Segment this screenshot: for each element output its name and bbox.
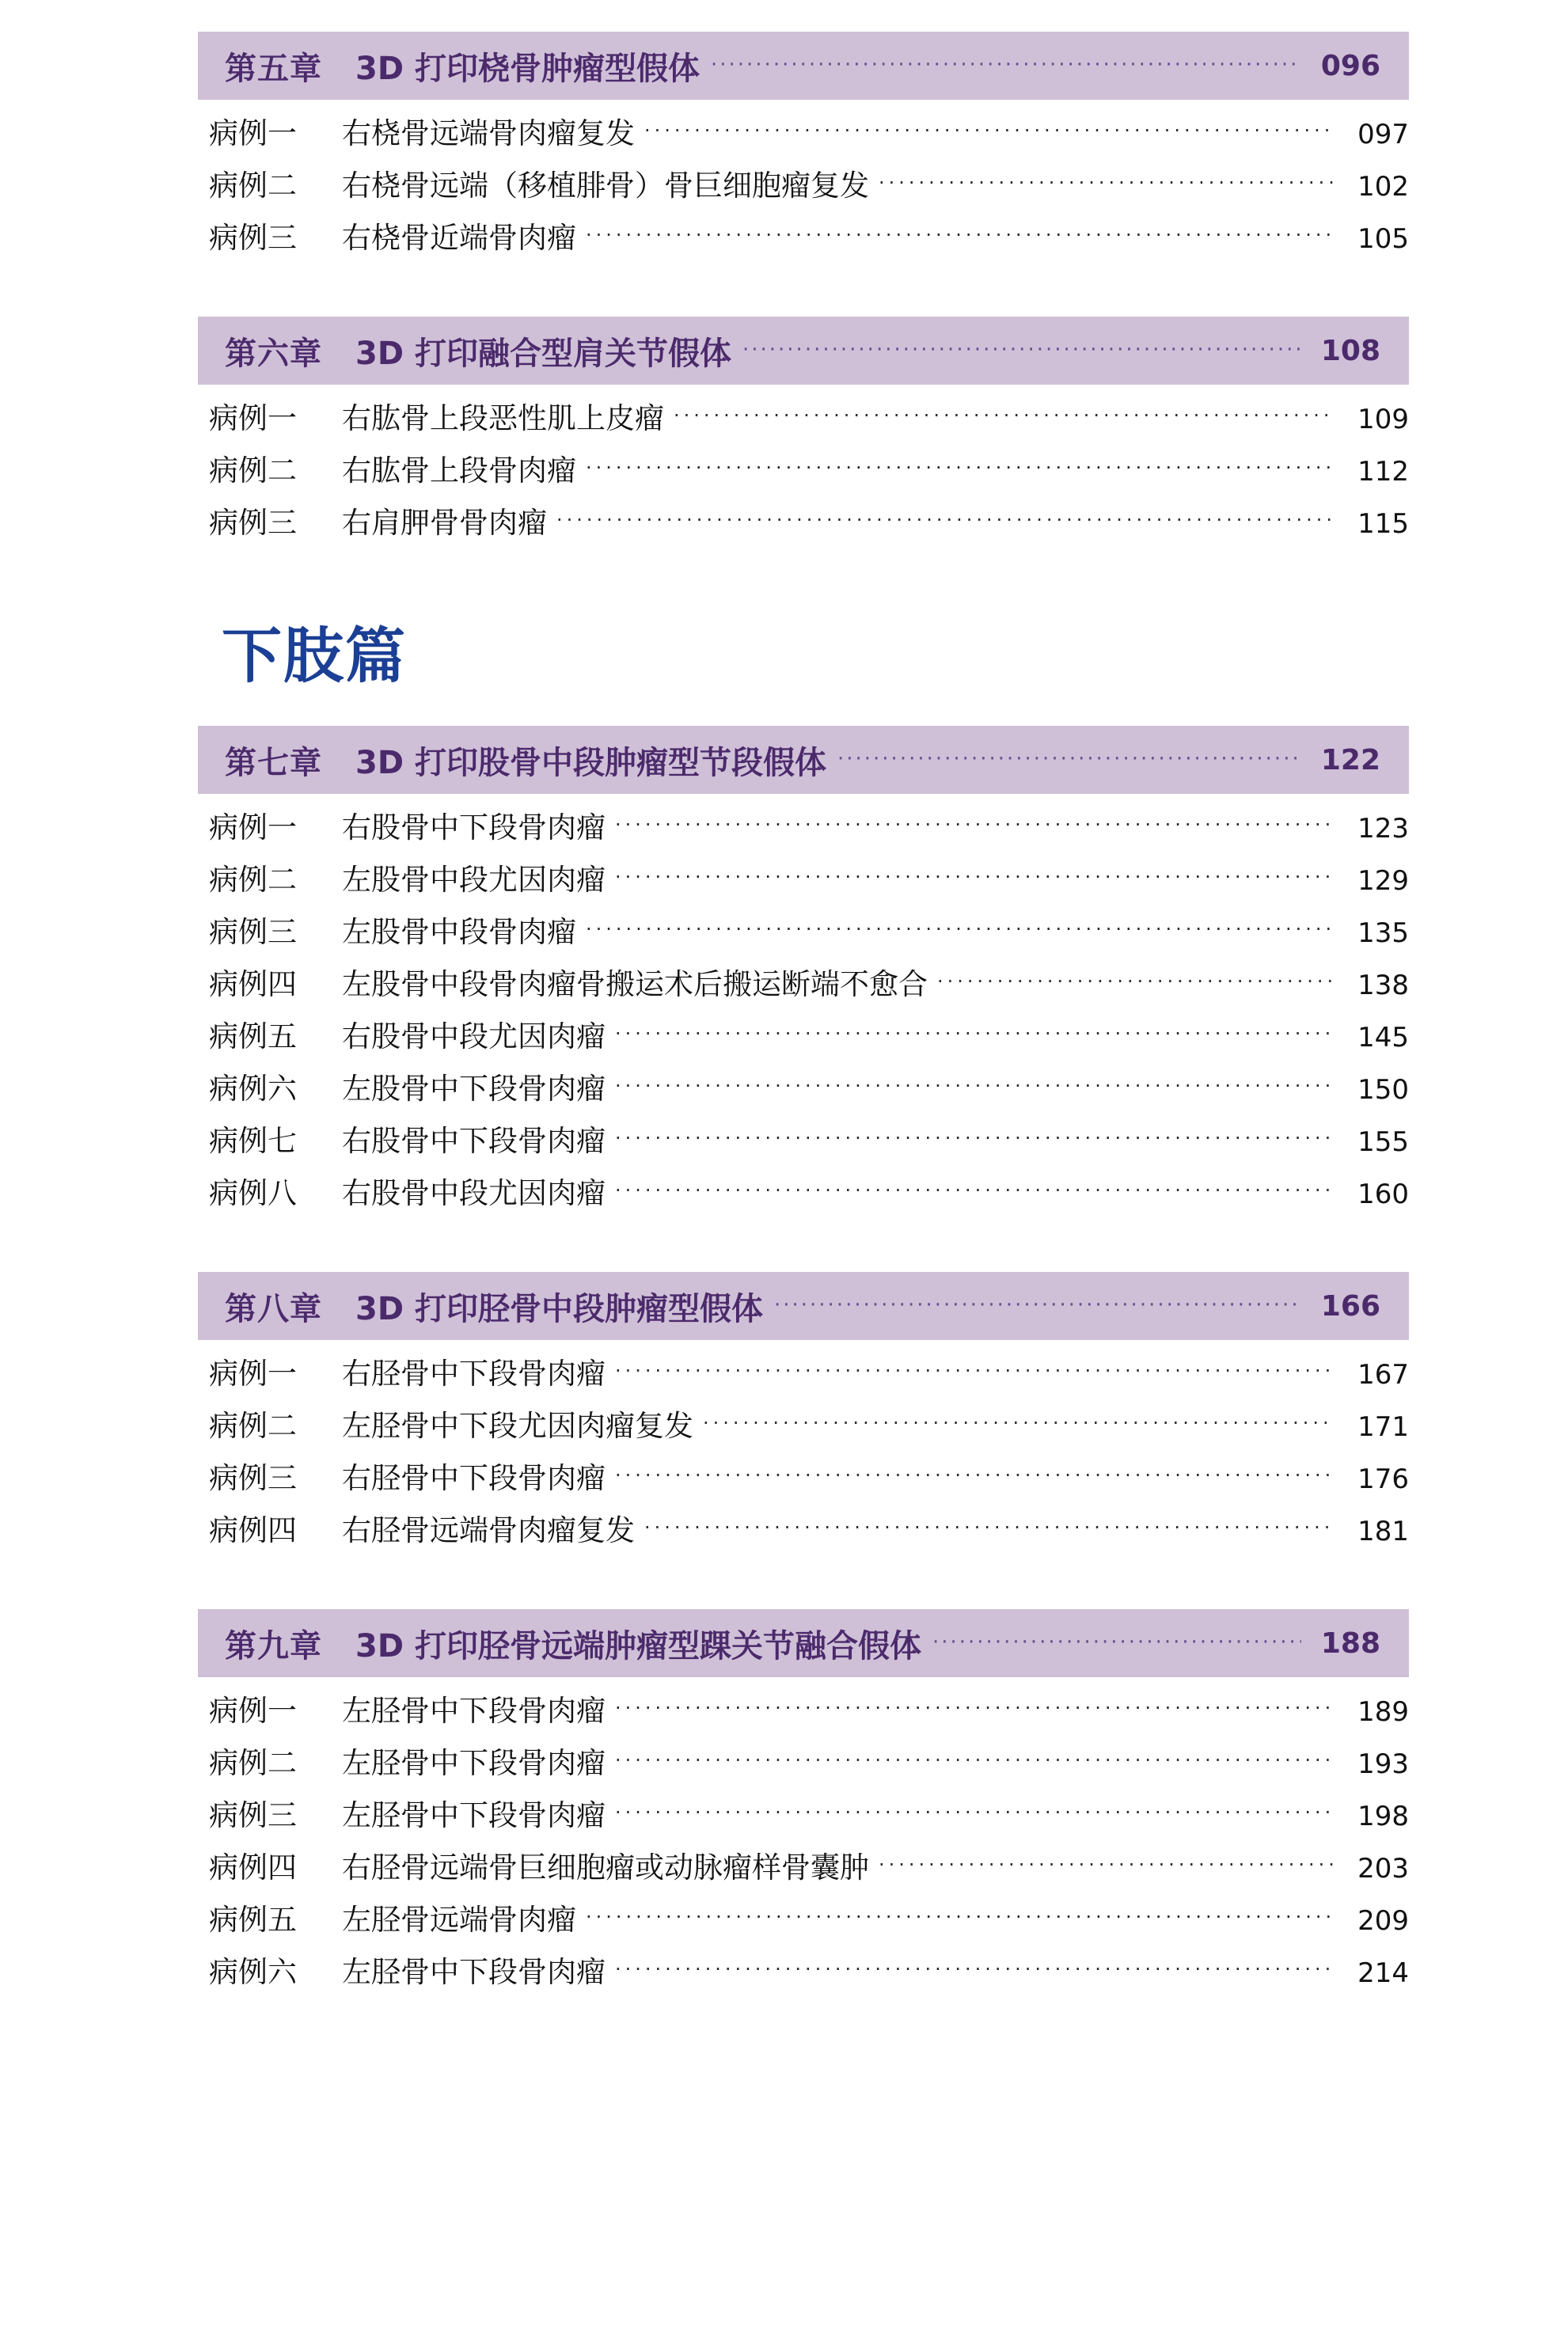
leader-dots [615,1181,1335,1203]
case-number: 病例四 [209,1852,297,1885]
case-title: 右肩胛骨骨肉瘤 [342,507,547,540]
list-item[interactable] [209,161,1409,214]
case-page-number: 097 [1357,119,1409,150]
chapter-title: 3D 打印股骨中段肿瘤型节段假体 [355,744,826,781]
case-number: 病例一 [209,1695,297,1728]
chapter-label: 第六章 [225,335,322,372]
case-title: 左胫骨中下段骨肉瘤 [342,1695,606,1728]
case-page-number: 167 [1357,1359,1409,1391]
case-page-number: 189 [1357,1696,1409,1728]
case-page-number: 145 [1357,1022,1409,1053]
list-item[interactable] [209,1454,1409,1506]
list-item[interactable] [209,1402,1409,1454]
list-item[interactable] [209,214,1409,266]
leader-dots [703,1414,1335,1436]
chapter-header-bar[interactable] [198,726,1409,794]
chapter-page-number: 188 [1320,1627,1380,1660]
case-number: 病例二 [209,1748,297,1780]
case-title: 右桡骨远端（移植腓骨）骨巨细胞瘤复发 [342,170,869,203]
case-title: 左股骨中下段骨肉瘤 [342,1073,606,1106]
list-item[interactable] [209,1791,1409,1843]
case-number: 病例二 [209,864,297,897]
case-list [198,394,1409,551]
list-item[interactable] [209,1948,1409,2000]
case-number: 病例五 [209,1904,297,1937]
chapter-header-bar[interactable] [198,1272,1409,1340]
case-title: 左胫骨远端骨肉瘤 [342,1904,576,1937]
list-item[interactable] [209,803,1409,856]
case-title: 左股骨中段骨肉瘤骨搬运术后搬运断端不愈合 [342,969,928,1001]
list-item[interactable] [209,1843,1409,1896]
case-title: 右股骨中段尤因肉瘤 [342,1021,606,1053]
case-title: 右股骨中下段骨肉瘤 [342,812,606,845]
leader-dots [615,1960,1335,1982]
case-number: 病例八 [209,1178,297,1210]
case-number: 病例二 [209,170,297,203]
case-title: 右胫骨中下段骨肉瘤 [342,1463,606,1495]
case-list [198,1687,1409,2000]
leader-dots [774,1290,1301,1322]
case-number: 病例六 [209,1957,297,1989]
case-page-number: 115 [1357,508,1409,540]
case-page-number: 150 [1357,1074,1409,1106]
case-number: 病例七 [209,1126,297,1158]
list-item[interactable] [209,856,1409,908]
list-item[interactable] [209,1169,1409,1221]
case-title: 右股骨中下段骨肉瘤 [342,1126,606,1158]
case-page-number: 105 [1357,223,1409,255]
chapter-label: 第八章 [225,1290,322,1327]
case-list [198,109,1409,266]
list-item[interactable] [209,1896,1409,1948]
case-title: 右桡骨远端骨肉瘤复发 [342,118,635,150]
case-number: 病例五 [209,1021,297,1053]
case-page-number: 193 [1357,1748,1409,1780]
chapter-block [198,317,1409,551]
leader-dots [586,1908,1335,1930]
case-title: 左胫骨中下段尤因肉瘤复发 [342,1410,693,1443]
case-page-number: 109 [1357,404,1409,435]
leader-dots [644,1518,1335,1540]
case-page-number: 209 [1357,1905,1409,1937]
case-number: 病例二 [209,1410,297,1443]
list-item[interactable] [209,1117,1409,1169]
case-title: 右胫骨远端骨巨细胞瘤或动脉瘤样骨囊肿 [342,1852,869,1885]
chapter-page-number: 096 [1320,49,1380,82]
case-page-number: 135 [1357,917,1409,949]
list-item[interactable] [209,446,1409,499]
leader-dots [674,406,1335,428]
leader-dots [586,458,1335,480]
section-heading: 下肢篇 [222,621,407,691]
toc-content [198,32,1409,2000]
case-number: 病例三 [209,222,297,255]
chapter-label: 第五章 [225,50,322,87]
chapter-page-number: 122 [1320,743,1380,776]
case-number: 病例六 [209,1073,297,1106]
case-page-number: 181 [1357,1516,1409,1547]
case-title: 右胫骨远端骨肉瘤复发 [342,1515,635,1547]
list-item[interactable] [209,499,1409,551]
leader-dots [879,173,1335,195]
case-page-number: 102 [1357,171,1409,203]
case-title: 左胫骨中下段骨肉瘤 [342,1748,606,1780]
case-number: 病例四 [209,969,297,1001]
leader-dots [932,1627,1301,1659]
list-item[interactable] [209,1687,1409,1739]
case-page-number: 214 [1357,1957,1409,1989]
case-number: 病例四 [209,1515,297,1547]
leader-dots [615,1361,1335,1384]
chapter-title: 3D 打印胫骨远端肿瘤型踝关节融合假体 [355,1627,921,1665]
list-item[interactable] [209,908,1409,960]
case-number: 病例三 [209,917,297,949]
list-item[interactable] [209,1739,1409,1791]
chapter-title: 3D 打印桡骨肿瘤型假体 [355,50,700,87]
chapter-block [198,726,1409,1221]
list-item[interactable] [209,1350,1409,1402]
chapter-label: 第九章 [225,1627,322,1665]
case-number: 病例一 [209,1358,297,1391]
leader-dots [615,1024,1335,1046]
chapter-title: 3D 打印融合型肩关节假体 [355,335,731,372]
leader-dots [556,511,1335,533]
case-page-number: 171 [1357,1411,1409,1443]
chapter-header-bar[interactable] [198,32,1409,100]
leader-dots [615,1803,1335,1825]
leader-dots [615,815,1335,837]
leader-dots [615,1751,1335,1773]
case-title: 右肱骨上段骨肉瘤 [342,455,576,488]
case-list [198,1350,1409,1558]
case-number: 病例二 [209,455,297,488]
leader-dots [615,1466,1335,1488]
leader-dots [879,1855,1335,1877]
chapter-page-number: 108 [1320,334,1380,367]
leader-dots [615,1129,1335,1151]
leader-dots [711,50,1301,82]
spacer [198,266,1409,317]
case-number: 病例三 [209,1800,297,1832]
case-number: 病例三 [209,1463,297,1495]
case-page-number: 198 [1357,1801,1409,1832]
chapter-header-bar[interactable] [198,1609,1409,1677]
case-title: 右股骨中段尤因肉瘤 [342,1178,606,1210]
leader-dots [615,1076,1335,1099]
list-item[interactable] [209,1012,1409,1065]
case-page-number: 203 [1357,1853,1409,1885]
case-page-number: 123 [1357,813,1409,845]
leader-dots [937,972,1335,994]
case-page-number: 112 [1357,456,1409,488]
case-page-number: 160 [1357,1179,1409,1210]
case-title: 左胫骨中下段骨肉瘤 [342,1957,606,1989]
case-page-number: 129 [1357,865,1409,897]
case-title: 左股骨中段尤因肉瘤 [342,864,606,897]
chapter-header-bar[interactable] [198,317,1409,385]
chapter-block [198,1272,1409,1558]
chapter-block [198,1609,1409,2000]
list-item[interactable] [209,109,1409,161]
case-title: 左胫骨中下段骨肉瘤 [342,1800,606,1832]
chapter-block [198,32,1409,266]
case-title: 右肱骨上段恶性肌上皮瘤 [342,403,664,435]
case-page-number: 138 [1357,970,1409,1001]
leader-dots [586,920,1335,942]
leader-dots [615,1699,1335,1721]
case-number: 病例一 [209,812,297,845]
leader-dots [644,121,1335,143]
spacer [198,1221,1409,1272]
chapter-page-number: 166 [1320,1289,1380,1323]
leader-dots [615,867,1335,890]
list-item[interactable] [209,960,1409,1012]
leader-dots [742,335,1301,366]
case-number: 病例一 [209,403,297,435]
chapter-title: 3D 打印胫骨中段肿瘤型假体 [355,1290,763,1327]
list-item[interactable] [209,1506,1409,1558]
list-item[interactable] [209,1065,1409,1117]
case-list [198,803,1409,1221]
chapter-label: 第七章 [225,744,322,781]
case-number: 病例一 [209,118,297,150]
case-page-number: 176 [1357,1463,1409,1495]
leader-dots [837,744,1301,776]
spacer [198,1558,1409,1609]
case-title: 左股骨中段骨肉瘤 [342,917,576,949]
leader-dots [586,226,1335,248]
case-title: 右桡骨近端骨肉瘤 [342,222,576,255]
case-number: 病例三 [209,507,297,540]
case-page-number: 155 [1357,1126,1409,1158]
list-item[interactable] [209,394,1409,446]
case-title: 右胫骨中下段骨肉瘤 [342,1358,606,1391]
